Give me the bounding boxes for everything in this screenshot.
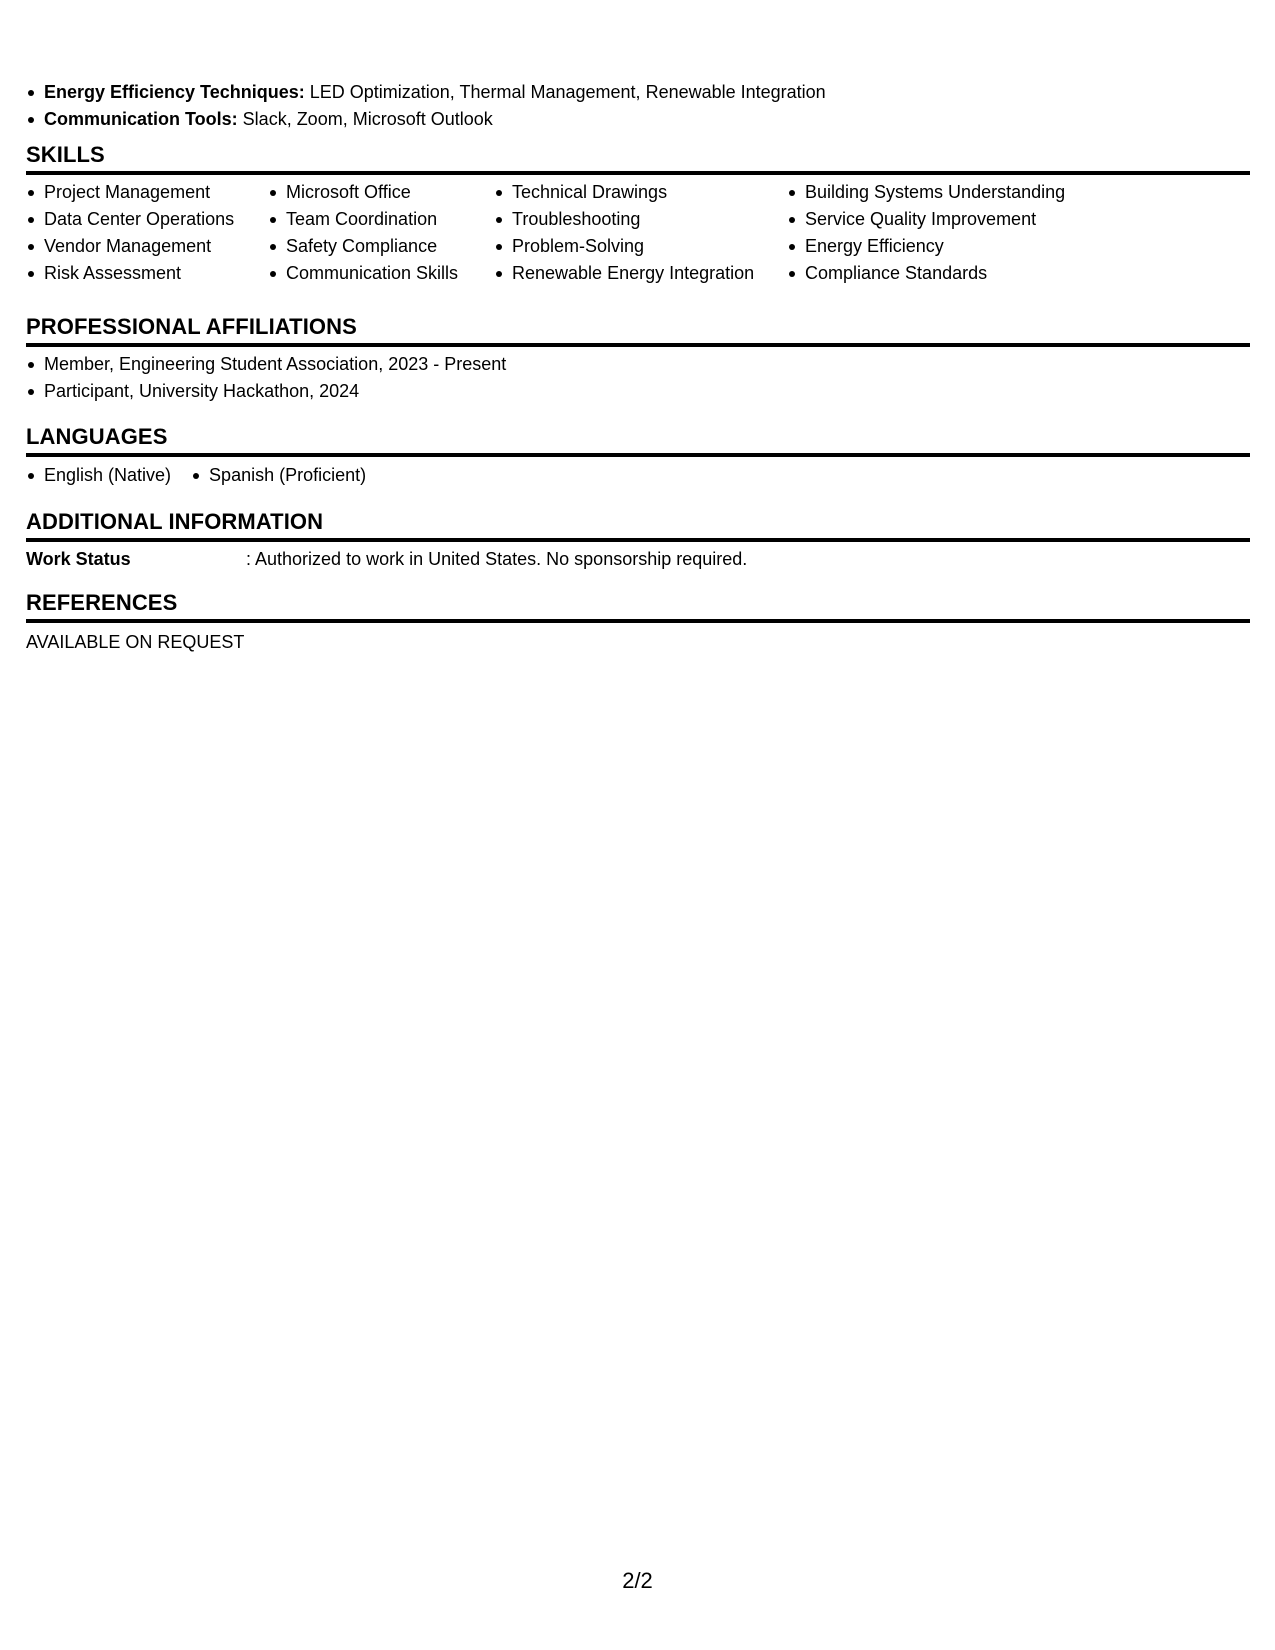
work-status-label: Work Status xyxy=(26,549,131,569)
section-title: ADDITIONAL INFORMATION xyxy=(26,508,1250,542)
additional-information-section xyxy=(26,508,1250,573)
list-item: Spanish (Proficient) xyxy=(191,462,366,489)
list-item: Technical Drawings xyxy=(494,179,787,206)
languages-list xyxy=(26,462,171,489)
skills-column xyxy=(26,179,268,287)
list-item: Energy Efficiency xyxy=(787,233,1087,260)
references-section xyxy=(26,589,1250,656)
list-item: Team Coordination xyxy=(268,206,494,233)
work-status-value: : Authorized to work in United States. No sponsorship required. xyxy=(246,549,748,569)
section-title: REFERENCES xyxy=(26,589,1250,623)
skills-column xyxy=(494,179,787,287)
list-item: Troubleshooting xyxy=(494,206,787,233)
list-item: Microsoft Office xyxy=(268,179,494,206)
languages-row xyxy=(26,462,1250,489)
references-text: AVAILABLE ON REQUEST xyxy=(26,632,245,652)
item-label: Communication Tools: xyxy=(44,109,238,129)
list-item: Vendor Management xyxy=(26,233,268,260)
list-item xyxy=(26,79,826,106)
list-item: Project Management xyxy=(26,179,268,206)
skills-column xyxy=(787,179,1087,287)
section-title: LANGUAGES xyxy=(26,423,1250,457)
languages-section xyxy=(26,423,1250,489)
list-item: Safety Compliance xyxy=(268,233,494,260)
section-title: SKILLS xyxy=(26,141,1250,175)
affiliations-list xyxy=(26,351,1250,405)
work-status-row xyxy=(26,546,1250,573)
list-item: Building Systems Understanding xyxy=(787,179,1087,206)
list-item: Service Quality Improvement xyxy=(787,206,1087,233)
list-item: Risk Assessment xyxy=(26,260,268,287)
skills-grid xyxy=(26,179,1250,287)
list-item: English (Native) xyxy=(26,462,171,489)
item-value: Slack, Zoom, Microsoft Outlook xyxy=(237,109,493,129)
list-item: Member, Engineering Student Association, 2023 - Present xyxy=(26,351,1250,378)
list-item: Problem-Solving xyxy=(494,233,787,260)
skills-column xyxy=(268,179,494,287)
list-item: Data Center Operations xyxy=(26,206,268,233)
technical-skills-list xyxy=(26,79,826,133)
item-label: Energy Efficiency Techniques: xyxy=(44,82,305,102)
section-title: PROFESSIONAL AFFILIATIONS xyxy=(26,313,1250,347)
languages-list xyxy=(191,462,366,489)
affiliations-section xyxy=(26,313,1250,405)
list-item: Participant, University Hackathon, 2024 xyxy=(26,378,1250,405)
list-item: Renewable Energy Integration xyxy=(494,260,787,287)
item-value: LED Optimization, Thermal Management, Renewable Integration xyxy=(304,82,826,102)
list-item: Compliance Standards xyxy=(787,260,1087,287)
list-item: Communication Skills xyxy=(268,260,494,287)
list-item xyxy=(26,106,826,133)
page-number: 2/2 xyxy=(622,1568,653,1593)
skills-section xyxy=(26,141,1250,287)
